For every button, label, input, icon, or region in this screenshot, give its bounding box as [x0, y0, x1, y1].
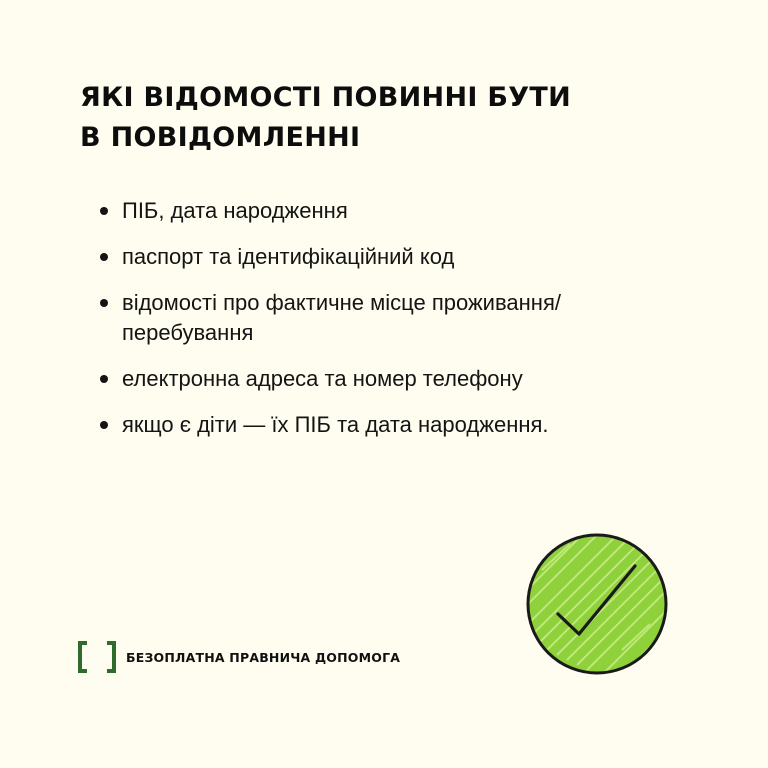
list-item	[98, 196, 698, 226]
list-item-text: ПІБ, дата народження	[122, 198, 348, 223]
list-item	[98, 288, 698, 348]
list-item-text: якщо є діти — їх ПІБ та дата народження.	[122, 412, 549, 437]
list-item-text: електронна адреса та номер телефону	[122, 366, 523, 391]
brand-name: БЕЗОПЛАТНА ПРАВНИЧА ДОПОМОГА	[126, 649, 401, 665]
bullet-dot-icon	[100, 253, 108, 261]
bracket-logo-icon	[78, 641, 116, 673]
bullet-dot-icon	[100, 299, 108, 307]
bullet-dot-icon	[100, 421, 108, 429]
list-item	[98, 410, 698, 440]
bullet-dot-icon	[100, 375, 108, 383]
checkmark-circle-icon	[522, 530, 672, 678]
bullet-dot-icon	[100, 207, 108, 215]
list-item-text: паспорт та ідентифікаційний код	[122, 244, 455, 269]
list-item-text: відомості про фактичне місце проживання/ перебування	[122, 290, 561, 345]
title-line-2: В ПОВІДОМЛЕННІ	[80, 122, 361, 153]
list-item	[98, 242, 698, 272]
requirements-list	[98, 196, 698, 456]
title-line-1: ЯКІ ВІДОМОСТІ ПОВИННІ БУТИ	[80, 82, 572, 113]
list-item	[98, 364, 698, 394]
page-title	[80, 78, 680, 158]
brand-logo	[78, 641, 400, 673]
